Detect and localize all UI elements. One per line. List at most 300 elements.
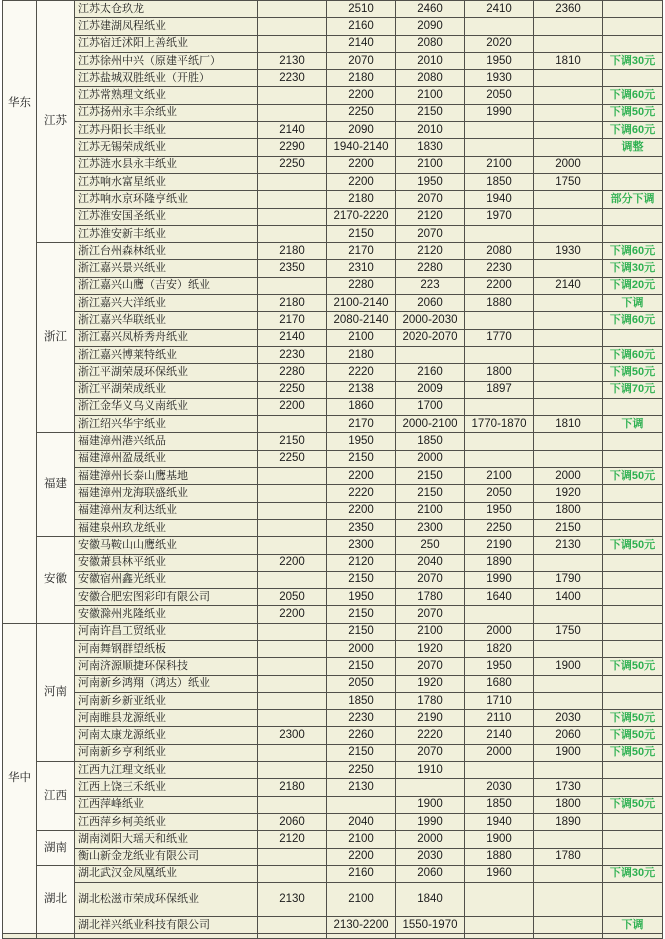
price-cell[interactable]: 2170-2220 (327, 208, 396, 225)
company-cell[interactable]: 湖北祥兴纸业科技有限公司 (75, 917, 258, 934)
price-cell[interactable]: 1990 (465, 571, 534, 588)
price-cell[interactable]: 2200 (258, 554, 327, 571)
company-cell[interactable]: 江西九江理文纸业 (75, 762, 258, 779)
price-cell[interactable]: 2280 (396, 260, 465, 277)
company-cell[interactable]: 安徽萧县林平纸业 (75, 554, 258, 571)
price-cell[interactable]: 1850 (465, 796, 534, 813)
price-cell[interactable] (534, 917, 603, 934)
note-cell[interactable]: 下调60元 (603, 312, 663, 329)
price-cell[interactable]: 2180 (327, 191, 396, 208)
price-cell[interactable] (258, 416, 327, 433)
note-cell[interactable]: 部分下调 (603, 191, 663, 208)
note-cell[interactable] (603, 398, 663, 415)
price-cell[interactable] (534, 346, 603, 363)
company-cell[interactable]: 福建漳州港兴纸品 (75, 433, 258, 450)
price-cell[interactable] (258, 640, 327, 657)
price-cell[interactable]: 2000 (534, 468, 603, 485)
price-cell[interactable]: 2060 (534, 727, 603, 744)
note-cell[interactable]: 下调50元 (603, 727, 663, 744)
price-cell[interactable]: 1850 (327, 692, 396, 709)
company-cell[interactable]: 福建泉州玖龙纸业 (75, 519, 258, 536)
price-cell[interactable] (258, 104, 327, 121)
company-cell[interactable]: 浙江平湖荣成纸业 (75, 381, 258, 398)
price-cell[interactable]: 2200 (465, 277, 534, 294)
price-cell[interactable]: 2260 (327, 727, 396, 744)
price-cell[interactable]: 1990 (465, 104, 534, 121)
province-cell[interactable]: 湖北 (37, 865, 75, 934)
company-cell[interactable]: 福建漳州友利达纸业 (75, 502, 258, 519)
note-cell[interactable]: 下调50元 (603, 104, 663, 121)
price-cell[interactable]: 2180 (327, 346, 396, 363)
price-cell[interactable]: 2030 (396, 848, 465, 865)
price-cell[interactable]: 1950 (465, 502, 534, 519)
price-cell[interactable]: 2080 (396, 70, 465, 87)
price-cell[interactable]: 2020 (465, 35, 534, 52)
price-cell[interactable]: 1710 (465, 692, 534, 709)
price-cell[interactable] (258, 502, 327, 519)
price-cell[interactable]: 1930 (465, 70, 534, 87)
price-cell[interactable]: 2020-2070 (396, 329, 465, 346)
price-cell[interactable] (534, 883, 603, 917)
price-cell[interactable]: 2080 (465, 243, 534, 260)
price-cell[interactable] (258, 796, 327, 813)
price-cell[interactable]: 2180 (258, 295, 327, 312)
price-cell[interactable] (465, 398, 534, 415)
note-cell[interactable]: 下调50元 (603, 744, 663, 761)
price-cell[interactable]: 2170 (258, 312, 327, 329)
price-cell[interactable]: 1890 (534, 813, 603, 830)
company-cell[interactable]: 浙江嘉兴景兴纸业 (75, 260, 258, 277)
company-cell[interactable]: 湖南浏阳大瑶天和纸业 (75, 831, 258, 848)
price-cell[interactable]: 2000-2100 (396, 416, 465, 433)
price-cell[interactable] (258, 917, 327, 934)
price-cell[interactable] (534, 18, 603, 35)
price-cell[interactable]: 2120 (396, 243, 465, 260)
price-cell[interactable]: 2130 (534, 537, 603, 554)
price-cell[interactable]: 1900 (534, 658, 603, 675)
price-cell[interactable] (465, 606, 534, 623)
price-cell[interactable] (327, 796, 396, 813)
price-cell[interactable]: 1900 (396, 796, 465, 813)
note-cell[interactable] (603, 173, 663, 190)
note-cell[interactable]: 下调 (603, 917, 663, 934)
price-cell[interactable]: 1920 (396, 675, 465, 692)
price-cell[interactable]: 2510 (327, 1, 396, 18)
note-cell[interactable] (603, 571, 663, 588)
price-cell[interactable]: 2138 (327, 381, 396, 398)
note-cell[interactable] (603, 18, 663, 35)
province-cell[interactable]: 湖南 (37, 831, 75, 866)
price-cell[interactable] (258, 537, 327, 554)
price-cell[interactable] (534, 831, 603, 848)
price-cell[interactable]: 2110 (465, 710, 534, 727)
price-cell[interactable] (258, 675, 327, 692)
partial-cell[interactable] (258, 934, 327, 939)
price-cell[interactable] (465, 122, 534, 139)
price-cell[interactable]: 2070 (396, 744, 465, 761)
note-cell[interactable] (603, 554, 663, 571)
price-cell[interactable] (258, 848, 327, 865)
price-cell[interactable]: 2230 (327, 710, 396, 727)
price-cell[interactable]: 1860 (327, 398, 396, 415)
note-cell[interactable]: 下调60元 (603, 87, 663, 104)
company-cell[interactable]: 江苏淮安新丰纸业 (75, 225, 258, 242)
price-cell[interactable] (258, 277, 327, 294)
company-cell[interactable]: 福建漳州盈晟纸业 (75, 450, 258, 467)
price-cell[interactable]: 2300 (396, 519, 465, 536)
company-cell[interactable]: 福建漳州龙海联盛纸业 (75, 485, 258, 502)
price-cell[interactable]: 2140 (258, 329, 327, 346)
price-cell[interactable]: 2130-2200 (327, 917, 396, 934)
price-cell[interactable]: 1920 (396, 640, 465, 657)
price-cell[interactable]: 1940 (465, 191, 534, 208)
price-cell[interactable] (534, 329, 603, 346)
price-cell[interactable]: 2160 (327, 18, 396, 35)
price-cell[interactable]: 2140 (258, 122, 327, 139)
price-cell[interactable]: 2250 (465, 519, 534, 536)
price-cell[interactable]: 1780 (396, 692, 465, 709)
price-cell[interactable] (534, 87, 603, 104)
price-cell[interactable] (465, 917, 534, 934)
company-cell[interactable]: 江苏宿迁沭阳上善纸业 (75, 35, 258, 52)
note-cell[interactable] (603, 640, 663, 657)
partial-cell[interactable] (327, 934, 396, 939)
company-cell[interactable]: 安徽宿州鑫光纸业 (75, 571, 258, 588)
price-cell[interactable]: 2150 (327, 571, 396, 588)
province-cell[interactable]: 江西 (37, 762, 75, 831)
price-cell[interactable]: 1730 (534, 779, 603, 796)
company-cell[interactable]: 河南睢县龙源纸业 (75, 710, 258, 727)
price-cell[interactable]: 2010 (396, 52, 465, 69)
price-cell[interactable]: 1810 (534, 416, 603, 433)
price-cell[interactable]: 2300 (327, 537, 396, 554)
price-cell[interactable]: 2060 (396, 295, 465, 312)
price-cell[interactable] (465, 139, 534, 156)
note-cell[interactable] (603, 779, 663, 796)
price-cell[interactable]: 1910 (396, 762, 465, 779)
price-cell[interactable]: 2310 (327, 260, 396, 277)
price-cell[interactable]: 1640 (465, 589, 534, 606)
price-cell[interactable]: 2410 (465, 1, 534, 18)
price-cell[interactable]: 1950 (327, 433, 396, 450)
price-cell[interactable] (258, 87, 327, 104)
price-cell[interactable]: 2150 (327, 606, 396, 623)
note-cell[interactable] (603, 208, 663, 225)
price-cell[interactable] (534, 191, 603, 208)
price-cell[interactable]: 2200 (258, 398, 327, 415)
price-cell[interactable]: 1890 (465, 554, 534, 571)
price-cell[interactable] (534, 225, 603, 242)
price-cell[interactable]: 2150 (396, 468, 465, 485)
price-cell[interactable]: 2100 (396, 502, 465, 519)
price-cell[interactable]: 2150 (327, 623, 396, 640)
note-cell[interactable]: 下调60元 (603, 346, 663, 363)
note-cell[interactable]: 下调50元 (603, 710, 663, 727)
note-cell[interactable] (603, 1, 663, 18)
note-cell[interactable]: 下调 (603, 295, 663, 312)
company-cell[interactable]: 安徽滁州兆隆纸业 (75, 606, 258, 623)
company-cell[interactable]: 福建漳州长泰山鹰基地 (75, 468, 258, 485)
price-cell[interactable]: 1897 (465, 381, 534, 398)
price-cell[interactable] (534, 640, 603, 657)
company-cell[interactable]: 衡山新金龙纸业有限公司 (75, 848, 258, 865)
company-cell[interactable]: 湖北武汉金凤凰纸业 (75, 865, 258, 882)
price-cell[interactable]: 2160 (327, 865, 396, 882)
company-cell[interactable]: 江苏淮安国圣纸业 (75, 208, 258, 225)
partial-cell[interactable] (603, 934, 663, 939)
company-cell[interactable]: 江苏盐城双胜纸业（开胜） (75, 70, 258, 87)
company-cell[interactable]: 浙江金华义乌义南纸业 (75, 398, 258, 415)
price-cell[interactable]: 2230 (465, 260, 534, 277)
price-cell[interactable]: 2100 (327, 329, 396, 346)
price-cell[interactable]: 2170 (327, 243, 396, 260)
price-cell[interactable] (465, 312, 534, 329)
price-cell[interactable] (465, 18, 534, 35)
province-cell[interactable]: 河南 (37, 623, 75, 761)
company-cell[interactable]: 浙江嘉兴博莱特纸业 (75, 346, 258, 363)
price-cell[interactable] (258, 468, 327, 485)
price-cell[interactable]: 1550-1970 (396, 917, 465, 934)
price-cell[interactable]: 2180 (327, 70, 396, 87)
price-cell[interactable]: 2150 (534, 519, 603, 536)
price-cell[interactable] (534, 364, 603, 381)
region-cell[interactable]: 华中 (3, 623, 37, 934)
price-cell[interactable] (258, 519, 327, 536)
price-cell[interactable] (465, 433, 534, 450)
price-cell[interactable] (258, 18, 327, 35)
company-cell[interactable]: 江西上饶三禾纸业 (75, 779, 258, 796)
province-cell[interactable]: 福建 (37, 433, 75, 537)
price-cell[interactable] (534, 398, 603, 415)
price-cell[interactable]: 1920 (534, 485, 603, 502)
price-cell[interactable] (534, 381, 603, 398)
note-cell[interactable] (603, 329, 663, 346)
price-cell[interactable]: 1950 (396, 173, 465, 190)
price-cell[interactable]: 2070 (396, 606, 465, 623)
note-cell[interactable]: 下调50元 (603, 468, 663, 485)
note-cell[interactable] (603, 70, 663, 87)
price-cell[interactable]: 2000-2030 (396, 312, 465, 329)
price-cell[interactable] (258, 762, 327, 779)
price-cell[interactable]: 2070 (396, 225, 465, 242)
price-cell[interactable] (534, 104, 603, 121)
price-cell[interactable]: 1990 (396, 813, 465, 830)
price-cell[interactable]: 2150 (327, 744, 396, 761)
price-cell[interactable]: 2220 (396, 727, 465, 744)
price-cell[interactable]: 2220 (327, 364, 396, 381)
note-cell[interactable]: 下调60元 (603, 243, 663, 260)
price-cell[interactable] (534, 762, 603, 779)
price-cell[interactable]: 2280 (258, 364, 327, 381)
region-cell[interactable]: 华东 (3, 1, 37, 624)
price-cell[interactable]: 2200 (327, 468, 396, 485)
price-cell[interactable]: 2250 (327, 762, 396, 779)
note-cell[interactable] (603, 848, 663, 865)
price-cell[interactable] (534, 122, 603, 139)
company-cell[interactable]: 浙江绍兴华宇纸业 (75, 416, 258, 433)
company-cell[interactable]: 江西萍峰纸业 (75, 796, 258, 813)
price-cell[interactable]: 1770 (465, 329, 534, 346)
price-cell[interactable] (465, 762, 534, 779)
price-cell[interactable]: 2140 (465, 727, 534, 744)
price-cell[interactable]: 2140 (327, 35, 396, 52)
price-cell[interactable]: 2080 (396, 35, 465, 52)
price-cell[interactable]: 2120 (258, 831, 327, 848)
company-cell[interactable]: 河南济源顺捷环保科技 (75, 658, 258, 675)
price-cell[interactable]: 2090 (327, 122, 396, 139)
price-cell[interactable]: 250 (396, 537, 465, 554)
price-cell[interactable]: 1960 (465, 865, 534, 882)
price-cell[interactable]: 2050 (465, 87, 534, 104)
company-cell[interactable]: 河南舞钢群望纸板 (75, 640, 258, 657)
price-cell[interactable] (465, 225, 534, 242)
price-cell[interactable] (258, 710, 327, 727)
price-cell[interactable]: 2200 (258, 606, 327, 623)
note-cell[interactable] (603, 589, 663, 606)
price-cell[interactable] (465, 883, 534, 917)
price-cell[interactable] (258, 173, 327, 190)
price-cell[interactable] (534, 692, 603, 709)
price-cell[interactable] (534, 433, 603, 450)
price-cell[interactable]: 2150 (327, 658, 396, 675)
price-cell[interactable]: 2100 (327, 831, 396, 848)
price-cell[interactable]: 2200 (327, 502, 396, 519)
price-cell[interactable] (534, 70, 603, 87)
company-cell[interactable]: 江苏扬州永丰余纸业 (75, 104, 258, 121)
note-cell[interactable] (603, 762, 663, 779)
price-cell[interactable] (258, 692, 327, 709)
price-cell[interactable]: 1800 (534, 796, 603, 813)
company-cell[interactable]: 江苏常熟理文纸业 (75, 87, 258, 104)
price-cell[interactable]: 2360 (534, 1, 603, 18)
price-cell[interactable]: 2150 (396, 104, 465, 121)
company-cell[interactable]: 河南许昌工贸纸业 (75, 623, 258, 640)
price-cell[interactable]: 2150 (396, 485, 465, 502)
company-cell[interactable]: 河南新乡鸿翔（鸿达）纸业 (75, 675, 258, 692)
price-cell[interactable]: 1950 (465, 658, 534, 675)
price-cell[interactable]: 1880 (465, 295, 534, 312)
price-cell[interactable] (465, 346, 534, 363)
price-cell[interactable] (534, 675, 603, 692)
price-cell[interactable]: 1850 (465, 173, 534, 190)
price-cell[interactable]: 2030 (534, 710, 603, 727)
price-cell[interactable]: 2300 (258, 727, 327, 744)
note-cell[interactable] (603, 623, 663, 640)
price-cell[interactable]: 2230 (258, 70, 327, 87)
price-cell[interactable] (258, 485, 327, 502)
price-cell[interactable]: 1930 (534, 243, 603, 260)
price-cell[interactable] (258, 1, 327, 18)
price-cell[interactable]: 2140 (534, 277, 603, 294)
price-cell[interactable]: 2070 (396, 191, 465, 208)
price-cell[interactable]: 2010 (396, 122, 465, 139)
price-cell[interactable] (258, 744, 327, 761)
price-cell[interactable]: 2100 (396, 623, 465, 640)
price-cell[interactable]: 1770-1870 (465, 416, 534, 433)
price-cell[interactable]: 2180 (258, 243, 327, 260)
company-cell[interactable]: 安徽马鞍山山鹰纸业 (75, 537, 258, 554)
price-cell[interactable] (396, 346, 465, 363)
price-cell[interactable] (258, 658, 327, 675)
partial-cell[interactable] (75, 934, 258, 939)
price-cell[interactable]: 2280 (327, 277, 396, 294)
company-cell[interactable]: 浙江嘉兴凤桥秀舟纸业 (75, 329, 258, 346)
note-cell[interactable] (603, 519, 663, 536)
price-cell[interactable]: 2200 (327, 173, 396, 190)
price-cell[interactable]: 1900 (534, 744, 603, 761)
price-cell[interactable]: 2250 (258, 156, 327, 173)
price-cell[interactable]: 1970 (465, 208, 534, 225)
note-cell[interactable] (603, 813, 663, 830)
price-cell[interactable]: 2220 (327, 485, 396, 502)
price-cell[interactable] (534, 208, 603, 225)
price-cell[interactable] (534, 554, 603, 571)
province-cell[interactable]: 浙江 (37, 243, 75, 433)
price-cell[interactable]: 2170 (327, 416, 396, 433)
company-cell[interactable]: 江苏徐州中兴（原建平纸厂） (75, 52, 258, 69)
company-cell[interactable]: 江苏丹阳长丰纸业 (75, 122, 258, 139)
price-cell[interactable]: 223 (396, 277, 465, 294)
price-cell[interactable] (534, 35, 603, 52)
price-cell[interactable]: 1700 (396, 398, 465, 415)
note-cell[interactable]: 下调30元 (603, 260, 663, 277)
price-cell[interactable] (534, 139, 603, 156)
price-cell[interactable]: 1790 (534, 571, 603, 588)
note-cell[interactable]: 下调50元 (603, 537, 663, 554)
note-cell[interactable] (603, 433, 663, 450)
price-cell[interactable]: 1810 (534, 52, 603, 69)
price-cell[interactable]: 2009 (396, 381, 465, 398)
price-cell[interactable]: 2070 (396, 571, 465, 588)
company-cell[interactable]: 江苏响水富星纸业 (75, 173, 258, 190)
partial-cell[interactable] (396, 934, 465, 939)
price-cell[interactable]: 2350 (258, 260, 327, 277)
company-cell[interactable]: 河南新乡亨利纸业 (75, 744, 258, 761)
price-cell[interactable]: 1780 (396, 589, 465, 606)
company-cell[interactable]: 浙江平湖荣晟环保纸业 (75, 364, 258, 381)
price-cell[interactable]: 2100-2140 (327, 295, 396, 312)
company-cell[interactable]: 江苏太仓玖龙 (75, 1, 258, 18)
price-cell[interactable]: 2250 (258, 450, 327, 467)
company-cell[interactable]: 江苏建湖凤程纸业 (75, 18, 258, 35)
note-cell[interactable]: 调整 (603, 139, 663, 156)
price-cell[interactable] (465, 450, 534, 467)
price-cell[interactable]: 1850 (396, 433, 465, 450)
price-cell[interactable]: 2180 (258, 779, 327, 796)
price-cell[interactable]: 2100 (465, 468, 534, 485)
partial-cell[interactable] (3, 934, 37, 939)
price-cell[interactable]: 2200 (327, 87, 396, 104)
price-cell[interactable]: 1780 (534, 848, 603, 865)
company-cell[interactable]: 江西萍乡柯美纸业 (75, 813, 258, 830)
price-cell[interactable] (258, 225, 327, 242)
price-cell[interactable]: 2190 (396, 710, 465, 727)
price-cell[interactable] (534, 295, 603, 312)
price-cell[interactable] (258, 571, 327, 588)
price-cell[interactable]: 1840 (396, 883, 465, 917)
price-cell[interactable] (258, 35, 327, 52)
price-cell[interactable]: 2250 (258, 381, 327, 398)
note-cell[interactable]: 下调30元 (603, 865, 663, 882)
price-cell[interactable]: 2460 (396, 1, 465, 18)
price-cell[interactable]: 1800 (465, 364, 534, 381)
price-cell[interactable]: 1800 (534, 502, 603, 519)
price-cell[interactable]: 2350 (327, 519, 396, 536)
note-cell[interactable] (603, 156, 663, 173)
partial-cell[interactable] (37, 934, 75, 939)
price-cell[interactable]: 2000 (534, 156, 603, 173)
price-cell[interactable]: 2050 (327, 675, 396, 692)
